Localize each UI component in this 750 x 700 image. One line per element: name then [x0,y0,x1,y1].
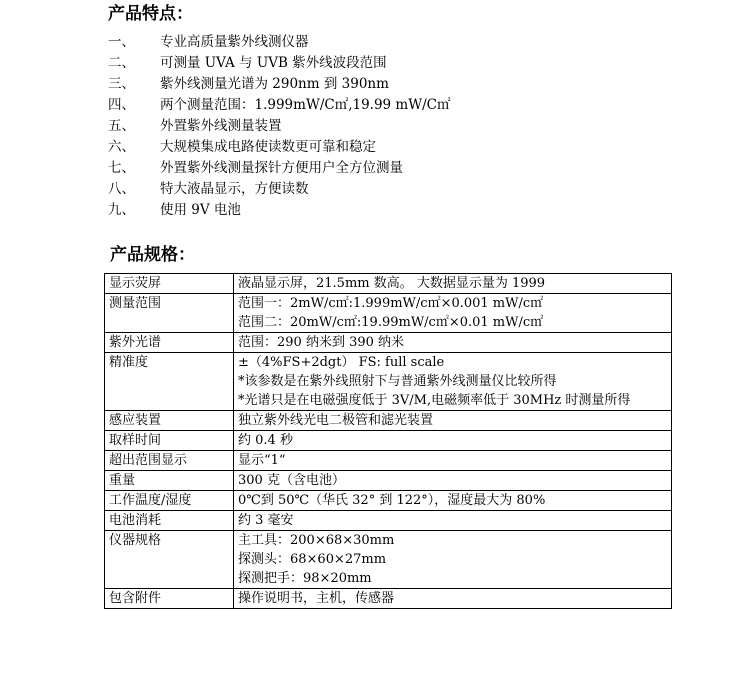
table-row [105,353,672,411]
feature-item [108,200,668,221]
spec-key: 重量 [105,471,234,491]
spec-value [234,411,672,431]
feature-item [108,137,668,158]
spec-value-line: 液晶显示屏，21.5mm 数高。 大数据显示量为 1999 [238,276,546,291]
feature-item [108,32,668,53]
feature-number: 八、 [108,181,135,197]
feature-number: 二、 [108,55,135,71]
spec-value [234,431,672,451]
feature-text: 外置紫外线测量探针方便用户全方位测量 [160,160,403,176]
features-list [108,32,668,221]
feature-item [108,116,668,137]
spec-value-line: 范围一：2mW/c㎡:1.999mW/c㎡×0.001 mW/c㎡ [238,296,544,311]
spec-value [234,589,672,609]
feature-text: 特大液晶显示，方便读数 [160,181,309,197]
spec-value [234,274,672,294]
feature-item [108,53,668,74]
spec-value-line: 0℃到 50℃（华氏 32° 到 122°），湿度最大为 80% [238,493,546,508]
spec-value-line: 300 克（含电池） [238,473,345,488]
table-row [105,531,672,589]
feature-number: 九、 [108,202,135,218]
spec-value [234,471,672,491]
feature-text: 两个测量范围：1.999mW/C㎡,19.99 mW/C㎡ [160,97,451,113]
table-row [105,431,672,451]
spec-key: 精准度 [105,353,234,411]
feature-number: 三、 [108,76,135,92]
spec-key: 包含附件 [105,589,234,609]
spec-value-line: *该参数是在紫外线照射下与普通紫外线测量仪比较所得 [238,374,557,389]
spec-key: 仪器规格 [105,531,234,589]
table-row [105,294,672,333]
feature-text: 专业高质量紫外线测仪器 [160,34,309,50]
feature-text: 可测量 UVA 与 UVB 紫外线波段范围 [160,55,387,71]
spec-value [234,333,672,353]
spec-value [234,531,672,589]
spec-key: 取样时间 [105,431,234,451]
feature-item [108,74,668,95]
feature-number: 四、 [108,97,135,113]
spec-value [234,491,672,511]
feature-item [108,179,668,200]
spec-value [234,294,672,333]
spec-value-line: 操作说明书，主机，传感器 [238,591,395,606]
feature-item [108,158,668,179]
feature-number: 六、 [108,139,135,155]
spec-value-line: 显示“1“ [238,453,286,468]
spec-value-line: 主工具：200×68×30mm [238,533,395,548]
specs-table [104,273,672,609]
feature-number: 五、 [108,118,135,134]
feature-item [108,95,668,116]
spec-value-line: 范围：290 纳米到 390 纳米 [238,335,405,350]
feature-text: 外置紫外线测量装置 [160,118,282,134]
spec-key: 测量范围 [105,294,234,333]
spec-value [234,511,672,531]
table-row [105,471,672,491]
spec-value-line: 约 3 毫安 [238,513,294,528]
spec-value-line: 范围二：20mW/c㎡:19.99mW/c㎡×0.01 mW/c㎡ [238,315,544,330]
feature-number: 一、 [108,34,135,50]
spec-key: 紫外光谱 [105,333,234,353]
feature-text: 紫外线测量光谱为 290nm 到 390nm [160,76,389,92]
spec-value-line: 探测头：68×60×27mm [238,552,387,567]
spec-value-line: *光谱只是在电磁强度低于 3V/M,电磁频率低于 30MHz 时测量所得 [238,393,631,408]
spec-value [234,451,672,471]
spec-key: 显示荧屏 [105,274,234,294]
table-row [105,491,672,511]
spec-key: 超出范围显示 [105,451,234,471]
table-row [105,589,672,609]
specs-heading: 产品规格： [110,245,195,265]
table-row [105,451,672,471]
table-row [105,511,672,531]
feature-text: 使用 9V 电池 [160,202,241,218]
spec-value-line: ±（4%FS+2dgt） FS: full scale [238,355,445,370]
spec-key: 工作温度/湿度 [105,491,234,511]
feature-number: 七、 [108,160,135,176]
spec-key: 电池消耗 [105,511,234,531]
table-row [105,274,672,294]
spec-value-line: 探测把手：98×20mm [238,571,372,586]
table-row [105,333,672,353]
table-row [105,411,672,431]
feature-text: 大规模集成电路使读数更可靠和稳定 [160,139,376,155]
features-heading: 产品特点： [108,4,193,24]
spec-value-line: 独立紫外线光电二极管和滤光装置 [238,413,434,428]
spec-value-line: 约 0.4 秒 [238,433,293,448]
spec-key: 感应装置 [105,411,234,431]
spec-value [234,353,672,411]
